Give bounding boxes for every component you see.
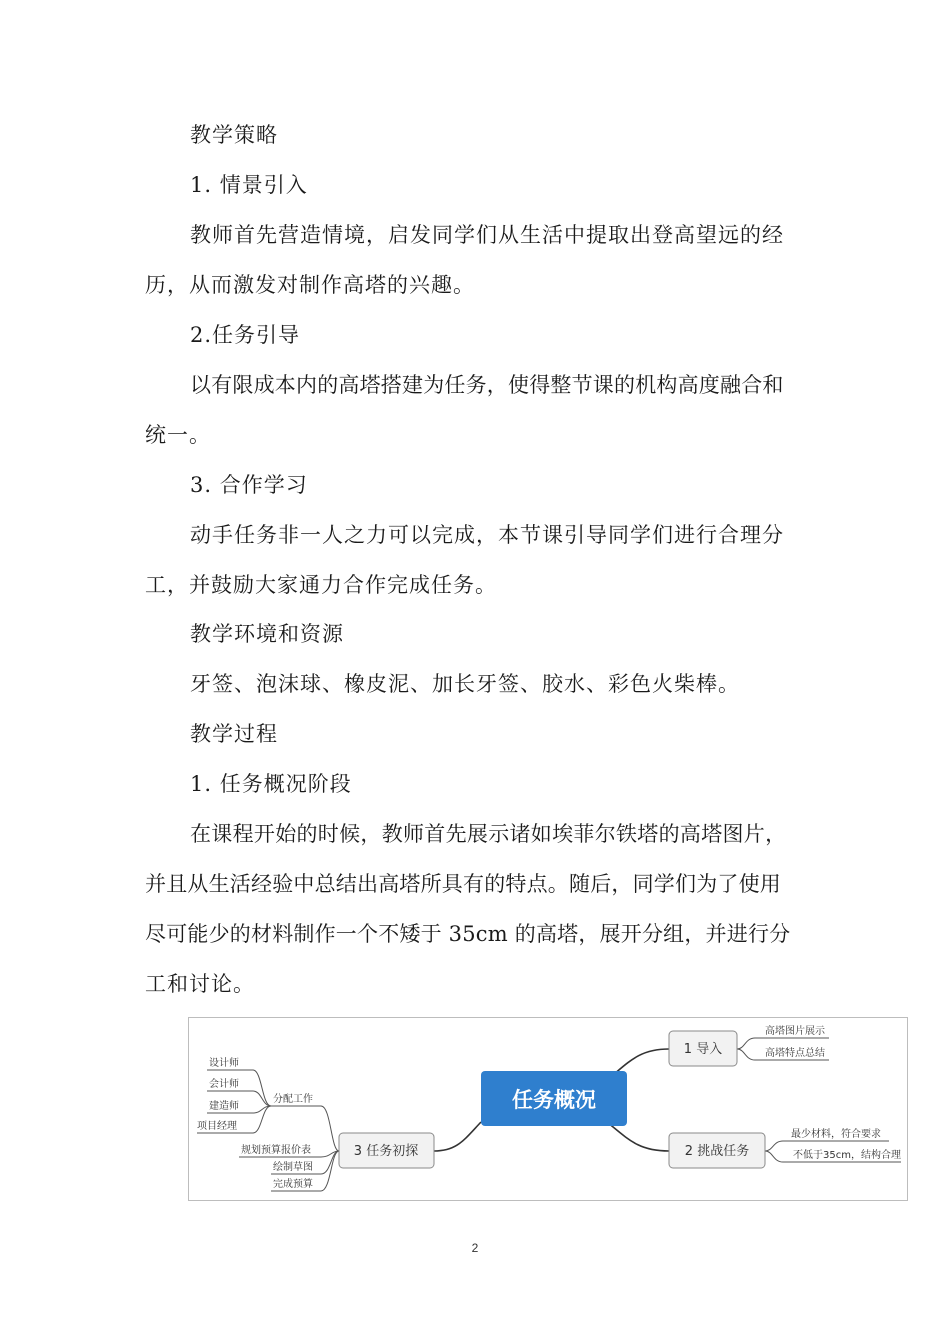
paragraph-line: 教师首先营造情境，启发同学们从生活中提取出登高望远的经: [190, 223, 784, 247]
leaf-label: 高塔图片展示: [765, 1026, 825, 1037]
role-label: 建造师: [209, 1101, 239, 1112]
heading-environment: 教学环境和资源: [190, 622, 344, 646]
central-node-label: 任务概况: [512, 1088, 596, 1112]
subheading-cooperation: 3. 合作学习: [190, 473, 308, 497]
mind-map-svg: [189, 1018, 909, 1202]
leaf-label: 绘制草图: [273, 1162, 313, 1173]
paragraph-line: 以有限成本内的高塔搭建为任务，使得整节课的机构高度融合和: [190, 373, 784, 397]
paragraph-line: 牙签、泡沫球、橡皮泥、加长牙签、胶水、彩色火柴棒。: [190, 672, 740, 696]
paragraph-line: 在课程开始的时候，教师首先展示诸如埃菲尔铁塔的高塔图片，: [190, 822, 787, 846]
paragraph-line: 历，从而激发对制作高塔的兴趣。: [145, 273, 475, 297]
subheading-scenario: 1. 情景引入: [190, 173, 308, 197]
leaf-label: 规划预算报价表: [241, 1145, 311, 1156]
leaf-label: 不低于35cm，结构合理: [793, 1150, 901, 1161]
branch-intro-label: 1 导入: [683, 1042, 723, 1057]
connector-central-to-challenge: [607, 1122, 669, 1151]
role-label: 设计师: [209, 1058, 239, 1069]
paragraph-line: 统一。: [145, 423, 211, 447]
mind-map-figure: [188, 1017, 908, 1201]
branch-explore-label: 3 任务初探: [353, 1144, 419, 1159]
subheading-overview: 1. 任务概况阶段: [190, 772, 352, 796]
role-label: 会计师: [209, 1079, 239, 1090]
leaf-label: 完成预算: [273, 1179, 313, 1190]
paragraph-line: 尽可能少的材料制作一个不矮于 35cm 的高塔，展开分组，并进行分: [145, 922, 791, 946]
leaf-label: 高塔特点总结: [765, 1048, 825, 1059]
branch-challenge-label: 2 挑战任务: [684, 1144, 750, 1159]
paragraph-line: 工，并鼓励大家通力合作完成任务。: [145, 573, 497, 597]
paragraph-line: 动手任务非一人之力可以完成，本节课引导同学们进行合理分: [190, 523, 784, 547]
heading-teaching-strategy: 教学策略: [190, 123, 278, 147]
subheading-task-guide: 2.任务引导: [190, 323, 301, 347]
paragraph-line: 工和讨论。: [145, 972, 255, 996]
role-label: 项目经理: [197, 1121, 237, 1132]
leaf-label: 最少材料，符合要求: [791, 1129, 881, 1140]
heading-process: 教学过程: [190, 722, 278, 746]
paragraph-line: 并且从生活经验中总结出高塔所具有的特点。随后，同学们为了使用: [145, 872, 781, 896]
page-number: 2: [471, 1241, 479, 1255]
connector-central-to-explore: [434, 1122, 481, 1151]
sub-branch-label: 分配工作: [273, 1094, 313, 1105]
